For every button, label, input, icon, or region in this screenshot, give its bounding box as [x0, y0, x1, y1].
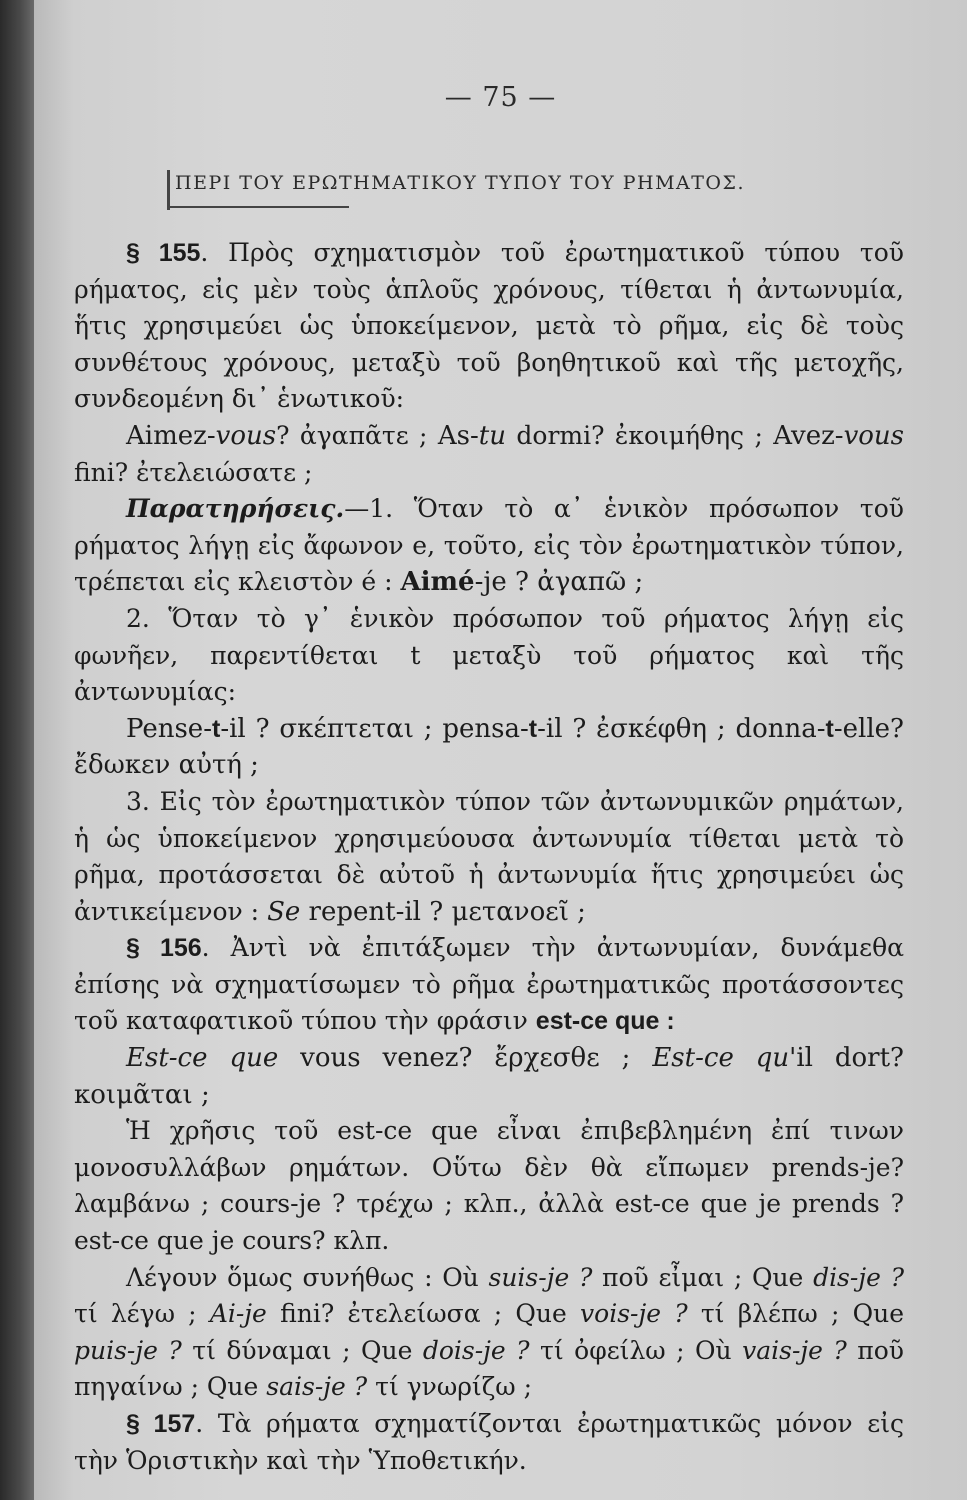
- example-fr-italic: Est-ce que: [126, 1043, 279, 1074]
- example-fr: Pense-: [126, 713, 212, 744]
- remark-2-examples: [74, 711, 904, 784]
- text: fini? ἐτελείωσα ; Que: [266, 1299, 581, 1329]
- example-t: t: [825, 714, 834, 743]
- example-fr: -je ? ἀγαπῶ ;: [474, 567, 644, 598]
- text: τί δύναμαι ; Que: [181, 1335, 423, 1365]
- example-gr: ? ἀγαπᾶτε ;: [276, 420, 438, 450]
- phrase-est-ce-que: est-ce que :: [535, 1007, 675, 1036]
- remark-2-text: 2. Ὅταν τὸ γ᾽ ἑνικὸν πρόσωπον τοῦ ρήματος λήγῃ εἰς φωνῆεν, παρεντίθεται t μεταξὺ τοῦ ρήματος καὶ τῆς ἀντωνυμίας:: [74, 603, 904, 707]
- paragraph-155-text: . Πρὸς σχηματισμὸν τοῦ ἐρωτηματικοῦ τύπου τοῦ ρήματος, εἰς μὲν τοὺς ἁπλοῦς χρόνους, τίθεται ἡ ἀντωνυμία, ἥτις χρησιμεύει ὡς ὑποκείμενον, μετὰ τὸ ρῆμα, εἰς δὲ τοὺς συνθέτους χρόνους, μεταξὺ τοῦ βοηθητικοῦ καὶ τῆς μετοχῆς, συνδεομένη δι᾽ ἑνωτικοῦ:: [74, 238, 905, 414]
- example-fr: As-: [437, 420, 479, 451]
- paragraph-157: [74, 1406, 904, 1479]
- remark-3: [74, 784, 904, 930]
- example-fr: il dort? κοιμᾶται ;: [74, 1043, 904, 1110]
- book-page: [34, 0, 967, 1500]
- section-heading: ΠΕΡΙ ΤΟΥ ΕΡΩΤΗΜΑΤΙΚΟΥ ΤΥΠΟΥ ΤΟΥ ΡΗΜΑΤΟΣ.: [175, 172, 745, 194]
- example-fr-italic: vous: [215, 420, 277, 451]
- example-fr: Avez-: [773, 420, 844, 451]
- paragraph-156-usage-text: Ἡ χρῆσις τοῦ est-ce que εἶναι ἐπιβεβλημένη ἐπί τινων μονοσυλλάβων ρημάτων. Οὕτω δὲν θὰ εἴπωμεν prends-je? λαμβάνω ; cours-je ? τρέχω ; κλπ., ἀλλὰ est-ce que je prends ? est-ce que je cours? κλπ.: [74, 1116, 904, 1256]
- example-fr-italic: Est-ce qu': [652, 1043, 797, 1074]
- heading-bracket-mark: [167, 170, 170, 210]
- text: τί γνωρίζω ;: [367, 1372, 533, 1402]
- example-fr-italic: vais-je ?: [742, 1335, 847, 1365]
- example-t: t: [211, 714, 221, 743]
- section-number-157: § 157: [126, 1410, 196, 1438]
- paragraph-157-text: . Τὰ ρήματα σχηματίζονται ἐρωτηματικῶς μόνον εἰς τὴν Ὁριστικὴν καὶ τὴν Ὑποθετικήν.: [74, 1409, 904, 1475]
- text: τί ὀφείλω ; Où: [529, 1335, 743, 1365]
- example-fr-italic: puis-je ?: [74, 1335, 182, 1365]
- remark-1: [74, 491, 904, 601]
- remarks-label: Παρατηρήσεις.: [126, 494, 345, 524]
- page-number: — 75 —: [444, 82, 557, 113]
- example-fr-italic: suis-je ?: [488, 1262, 593, 1292]
- example-fr: repent-il ? μετανοεῖ ;: [300, 896, 586, 927]
- example-fr: Aimez-: [126, 420, 216, 451]
- section-number-155: § 155: [126, 239, 201, 267]
- remark-1-text: —1. Ὅταν τὸ α᾽ ἑνικὸν πρόσωπον τοῦ ρήματος λήγῃ εἰς ἄφωνον e, τοῦτο, εἰς τὸν ἐρωτηματικὸν τύπον, τρέπεται εἰς κλειστὸν é :: [74, 494, 904, 597]
- example-fr-italic: vous: [843, 420, 904, 451]
- text: τί βλέπω ; Que: [687, 1299, 904, 1329]
- section-number-156: § 156: [126, 934, 202, 963]
- example-fr-italic: vois-je ?: [580, 1299, 688, 1329]
- example-gr: dormi? ἐκοιμήθης ;: [506, 420, 774, 450]
- paragraph-155: [74, 235, 904, 418]
- remark-2: [74, 601, 904, 711]
- heading-underline: [169, 206, 349, 208]
- text: ποῦ πηγαίνω ; Que: [74, 1335, 904, 1402]
- paragraph-156-text: . Ἀντὶ νὰ ἐπιτάξωμεν τὴν ἀντωνυμίαν, δυνάμεθα ἐπίσης νὰ σχηματίσωμεν τὸ ρῆμα ἐρωτηματικῶς προτάσσοντες τοῦ καταφατικοῦ τύπου τὴν φράσιν: [74, 933, 905, 1036]
- example-fr-italic: dois-je ?: [422, 1335, 530, 1365]
- paragraph-156-examples: [74, 1040, 904, 1113]
- paragraph-156-common: [74, 1260, 904, 1406]
- example-fr-italic: dis-je ?: [813, 1262, 904, 1292]
- paragraph-156-usage: [74, 1113, 904, 1259]
- example-fr-italic: Se: [267, 896, 301, 927]
- paragraph-155-examples: [74, 418, 904, 491]
- example-fr-italic: tu: [478, 420, 506, 451]
- example-fr-italic: Ai-je: [209, 1299, 267, 1329]
- example-fr: -il ? ἐσκέφθη ; donna-: [537, 713, 826, 744]
- example-fr: -il ? σκέπτεται ; pensa-: [220, 713, 529, 744]
- remark-3-text: 3. Εἰς τὸν ἐρωτηματικὸν τύπον τῶν ἀντωνυμικῶν ρημάτων, ἡ ὡς ὑποκείμενον χρησιμεύουσα ἀντωνυμία τίθεται μετὰ τὸ ρῆμα, προτάσσεται δὲ αὐτοῦ ἡ ἀντωνυμία ἥτις χρησιμεύει ὡς ἀντικείμενον :: [74, 786, 904, 926]
- text: τί λέγω ;: [74, 1299, 210, 1329]
- example-gr: fini? ἐτελειώσατε ;: [74, 457, 313, 487]
- example-fr: vous venez? ἔρχεσθε ;: [278, 1043, 653, 1074]
- text: ποῦ εἶμαι ; Que: [592, 1262, 814, 1292]
- paragraph-156: [74, 930, 904, 1040]
- example-fr: -elle? ἔδωκεν αὐτή ;: [74, 713, 904, 781]
- book-spine-shadow: [0, 0, 34, 1500]
- text: Λέγουν ὅμως συνήθως : Où: [126, 1262, 489, 1292]
- example-t: t: [528, 714, 538, 743]
- example-fr: Aimé: [400, 567, 475, 598]
- example-fr-italic: sais-je ?: [266, 1372, 368, 1402]
- page-body: [74, 235, 904, 1479]
